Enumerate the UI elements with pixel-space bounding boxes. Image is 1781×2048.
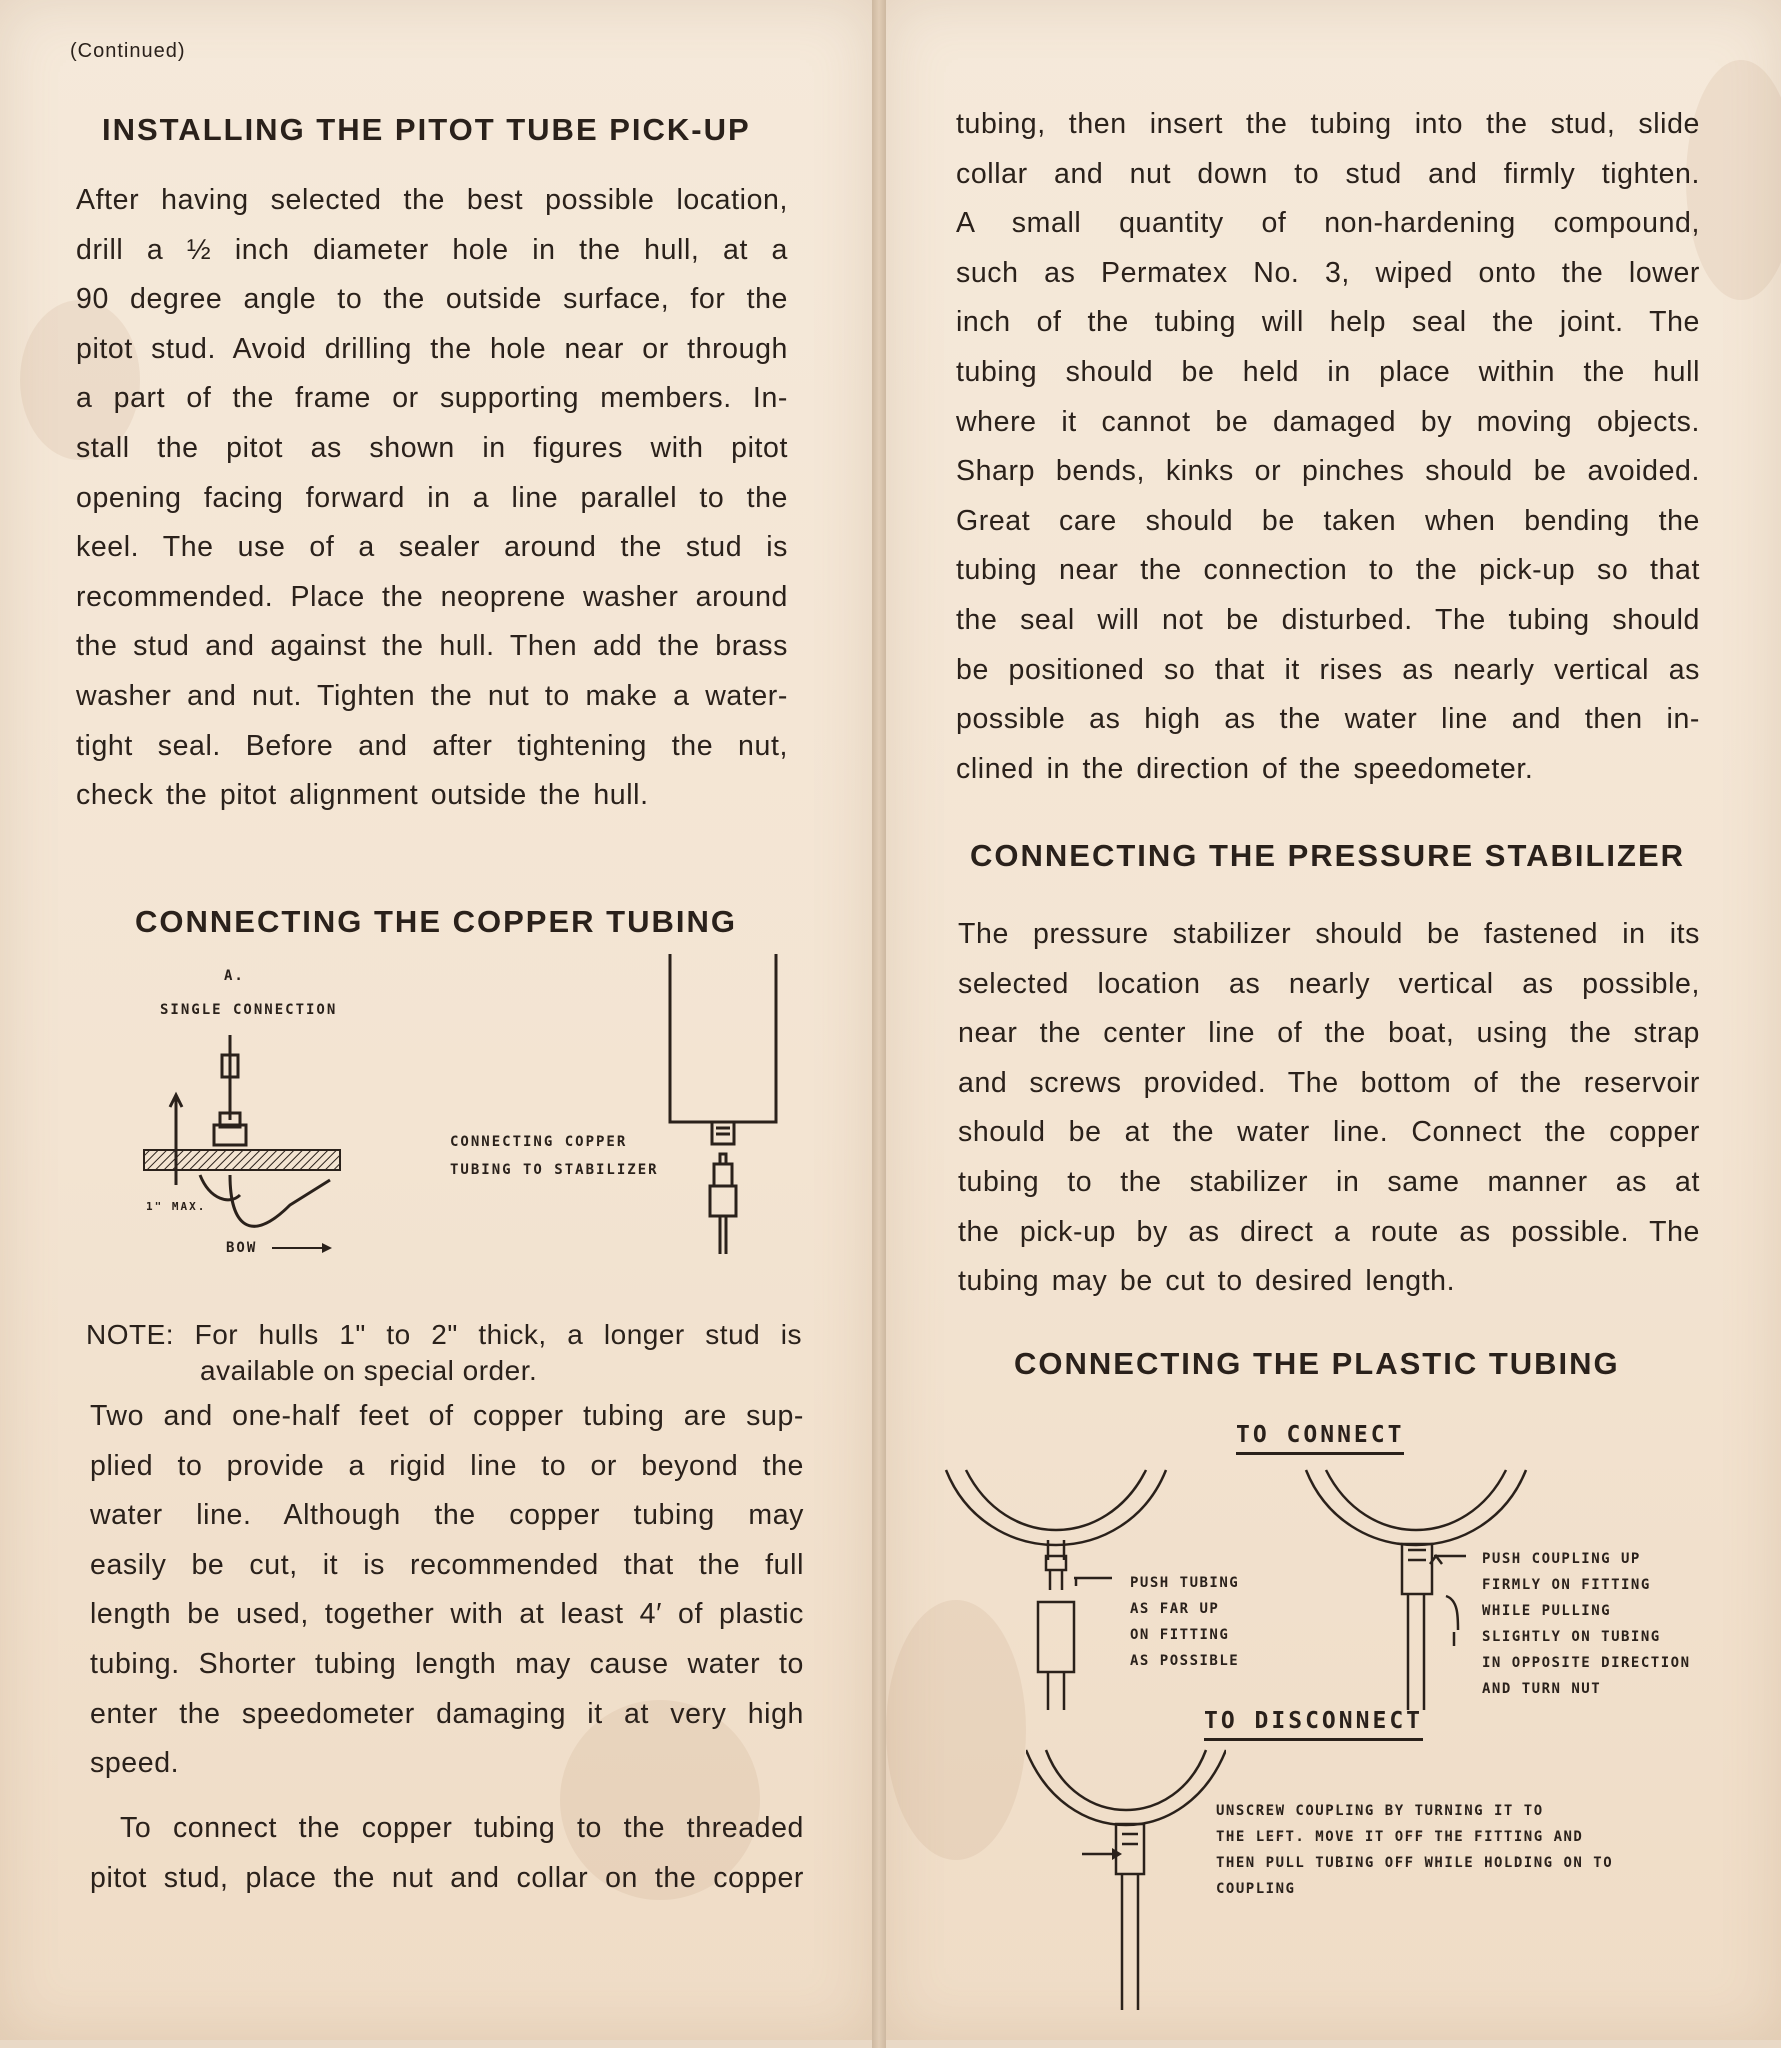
text-line: Sharp bends, kinks or pinches should be avoided. — [956, 455, 1700, 488]
text-line: plied to provide a rigid line to or beyond the — [90, 1449, 804, 1482]
text-line: possible as high as the water line and then in- — [956, 703, 1700, 736]
text-line: inch of the tubing will help seal the joint. The — [956, 306, 1700, 339]
text-line: washer and nut. Tighten the nut to make a water- — [76, 679, 788, 712]
fig-a-pitot-diagram — [130, 1025, 350, 1265]
text-line: keel. The use of a sealer around the stud is — [76, 531, 788, 564]
text-line: where it cannot be damaged by moving objects. — [956, 405, 1700, 438]
text-line: speed. — [90, 1747, 180, 1780]
text-line: opening facing forward in a line parallel to the — [76, 481, 788, 514]
to-disconnect-heading: TO DISCONNECT — [1204, 1708, 1423, 1741]
copper-body-2 — [90, 1804, 804, 1903]
text-line: tight seal. Before and after tightening the nut, — [76, 729, 788, 762]
text-line: easily be cut, it is recommended that the full — [90, 1548, 804, 1581]
push-coupling-label: PUSH COUPLING UP FIRMLY ON FITTING WHILE PULLING SLIGHTLY ON TUBING IN OPPOSITE DIRECTION AND TURN NUT — [1482, 1551, 1691, 1697]
text-line: drill a ½ inch diameter hole in the hull, at a — [76, 233, 788, 266]
plastic-heading: CONNECTING THE PLASTIC TUBING — [1014, 1346, 1620, 1381]
text-line: tubing. Shorter tubing length may cause water to — [90, 1647, 804, 1680]
text-line: A small quantity of non-hardening compound, — [956, 207, 1700, 240]
text-line: clined in the direction of the speedometer. — [956, 752, 1534, 785]
note-line-1: NOTE: For hulls 1" to 2" thick, a longer stud is — [86, 1319, 802, 1350]
text-line: The pressure stabilizer should be fastened in its — [958, 918, 1700, 950]
fig-b-label-1: CONNECTING COPPER — [450, 1134, 628, 1150]
text-line: the seal will not be disturbed. The tubing should — [956, 603, 1700, 636]
text-line: tubing may be cut to desired length. — [958, 1265, 1456, 1298]
push-tubing-label: PUSH TUBING AS FAR UP ON FITTING AS POSSIBLE — [1130, 1575, 1240, 1669]
text-line: near the center line of the boat, using the strap — [958, 1017, 1700, 1050]
right-continued-body — [956, 100, 1700, 794]
copper-body — [90, 1392, 804, 1789]
text-line: tubing to the stabilizer in same manner as at — [958, 1165, 1700, 1198]
fig-a-max: 1" MAX. — [146, 1200, 207, 1213]
text-line: Two and one-half feet of copper tubing are sup- — [90, 1400, 804, 1432]
unscrew-coupling-diagram — [1026, 1740, 1226, 2020]
page-fold — [872, 0, 886, 2048]
text-line: and screws provided. The bottom of the reservoir — [958, 1066, 1700, 1099]
stabilizer-body — [958, 910, 1700, 1307]
pitot-body — [76, 176, 788, 821]
pitot-heading: INSTALLING THE PITOT TUBE PICK-UP — [102, 112, 751, 147]
text-line: check the pitot alignment outside the hull. — [76, 779, 649, 812]
text-line: length be used, together with at least 4′ of plastic — [90, 1598, 804, 1631]
text-line: Great care should be taken when bending the — [956, 504, 1700, 537]
text-line: the stud and against the hull. Then add the brass — [76, 630, 788, 663]
to-connect-heading: TO CONNECT — [1236, 1422, 1404, 1455]
note-line-2: available on special order. — [200, 1355, 538, 1386]
text-line: collar and nut down to stud and firmly tighten. — [956, 157, 1700, 190]
stabilizer-heading: CONNECTING THE PRESSURE STABILIZER — [970, 838, 1686, 873]
text-line: To connect the copper tubing to the threaded — [120, 1812, 804, 1844]
fig-b-stabilizer-diagram — [660, 954, 780, 1264]
fig-a-bow: BOW — [226, 1240, 258, 1256]
text-line: pitot stud, place the nut and collar on the copper — [90, 1861, 804, 1894]
bow-arrow-icon — [272, 1240, 332, 1256]
text-line: stall the pitot as shown in figures with pitot — [76, 431, 788, 464]
text-line: tubing near the connection to the pick-up so that — [956, 554, 1700, 587]
text-line: tubing should be held in place within the hull — [956, 355, 1700, 388]
text-line: should be at the water line. Connect the copper — [958, 1116, 1700, 1149]
text-line: pitot stud. Avoid drilling the hole near or through — [76, 332, 788, 365]
text-line: be positioned so that it rises as nearly vertical as — [956, 653, 1700, 686]
right-page — [886, 0, 1781, 2040]
text-line: such as Permatex No. 3, wiped onto the lower — [956, 256, 1700, 289]
unscrew-label: UNSCREW COUPLING BY TURNING IT TO THE LEFT. MOVE IT OFF THE FITTING AND THEN PULL TUBING OFF WHILE HOLDING ON TO COUPLING — [1216, 1803, 1614, 1897]
copper-heading: CONNECTING THE COPPER TUBING — [135, 904, 737, 939]
text-line: enter the speedometer damaging it at very high — [90, 1697, 804, 1730]
text-line: water line. Although the copper tubing may — [90, 1499, 804, 1532]
text-line: selected location as nearly vertical as possible, — [958, 967, 1700, 1000]
fig-a-letter: A. — [224, 968, 245, 984]
text-line: 90 degree angle to the outside surface, for the — [76, 283, 788, 316]
text-line: tubing, then insert the tubing into the stud, slide — [956, 108, 1700, 140]
fig-b-label-2: TUBING TO STABILIZER — [450, 1162, 659, 1178]
text-line: a part of the frame or supporting members. In- — [76, 382, 788, 415]
text-line: the pick-up by as direct a route as possible. The — [958, 1215, 1700, 1248]
text-line: After having selected the best possible location, — [76, 184, 788, 216]
text-line: recommended. Place the neoprene washer around — [76, 580, 788, 613]
fig-a-label: SINGLE CONNECTION — [160, 1002, 338, 1018]
left-page — [0, 0, 872, 2040]
continued-label: (Continued) — [70, 40, 186, 62]
